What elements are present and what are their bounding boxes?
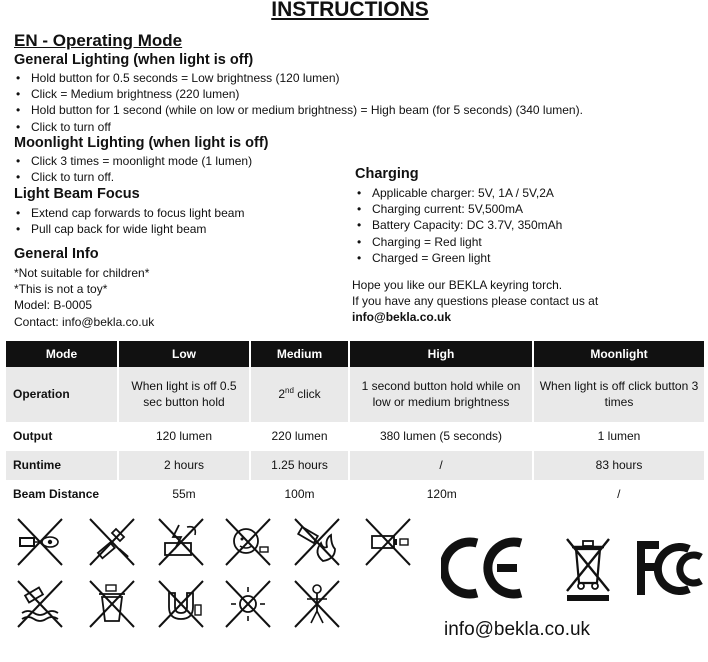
- table-cell: 1 lumen: [533, 422, 704, 451]
- general-lighting-heading: General Lighting (when light is off): [14, 52, 254, 68]
- table-cell-group: [349, 480, 704, 509]
- table-cell: 1 second button hold while on low or medium brightness: [349, 367, 533, 422]
- table-cell: 55m: [118, 480, 250, 509]
- questions-text: If you have any questions please contact us at: [352, 294, 599, 309]
- list-item: • Pull cap back for wide light beam: [14, 221, 244, 237]
- charging-heading: Charging: [355, 166, 419, 182]
- general-info-heading: General Info: [14, 246, 99, 262]
- info-line: Model: B-0005: [14, 298, 93, 313]
- no-magnet-icon: [157, 579, 205, 629]
- list-item: • Extend cap forwards to focus light beam: [14, 205, 244, 221]
- moonlight-lighting-list: [14, 153, 252, 185]
- contact-email-link[interactable]: info@bekla.co.uk: [352, 310, 452, 325]
- no-short-circuit-icon: [157, 517, 205, 567]
- info-line: Contact: info@bekla.co.uk: [14, 314, 155, 329]
- general-lighting-list: [14, 70, 583, 135]
- table-cell: [250, 367, 349, 422]
- table-cell: When light is off 0.5 sec button hold: [118, 367, 250, 422]
- footer-email[interactable]: info@bekla.co.uk: [444, 619, 591, 640]
- beam-focus-heading: Light Beam Focus: [14, 186, 140, 202]
- list-item: • Applicable charger: 5V, 1A / 5V,2A: [355, 185, 562, 201]
- table-cell: 2 hours: [118, 451, 250, 480]
- row-label: Output: [6, 422, 118, 451]
- no-water-icon: [16, 579, 64, 629]
- beam-focus-list: [14, 205, 244, 237]
- table-cell: 100m: [250, 480, 349, 509]
- column-header: Mode: [6, 341, 118, 367]
- list-item: • Battery Capacity: DC 3.7V, 350mAh: [355, 217, 562, 233]
- no-person-icon: [293, 579, 341, 629]
- table-header-row: [6, 341, 704, 367]
- operating-mode-heading: EN - Operating Mode: [14, 31, 183, 50]
- spec-table: [6, 341, 704, 509]
- info-line: *Not suitable for children*: [14, 266, 150, 280]
- no-eye-exposure-icon: [16, 517, 64, 567]
- no-child-contact-icon: [224, 517, 272, 567]
- row-label: Operation: [6, 367, 118, 422]
- table-cell: 220 lumen: [250, 422, 349, 451]
- table-cell: 1.25 hours: [250, 451, 349, 480]
- contact-block: [352, 277, 598, 326]
- table-cell: /: [617, 486, 621, 501]
- table-row: [6, 451, 704, 480]
- list-item: • Hold button for 0.5 seconds = Low brightness (120 lumen): [14, 70, 583, 86]
- list-item: • Click = Medium brightness (220 lumen): [14, 86, 583, 102]
- table-cell: 83 hours: [533, 451, 704, 480]
- list-item: • Click to turn off: [14, 119, 583, 135]
- no-heat-icon: [224, 579, 272, 629]
- no-battery-mix-icon: [364, 517, 412, 567]
- general-info-block: [14, 265, 154, 330]
- weee-bin-icon: [561, 533, 615, 603]
- row-label: Beam Distance: [6, 480, 118, 509]
- row-label: Runtime: [6, 451, 118, 480]
- table-row: [6, 422, 704, 451]
- list-item: • Hold button for 1 second (while on low or medium brightness) = High beam (for 5 seconds) (340 lumen).: [14, 102, 583, 118]
- charging-list: [355, 185, 562, 266]
- list-item: • Click 3 times = moonlight mode (1 lumen): [14, 153, 252, 169]
- table-row: [6, 367, 704, 422]
- table-cell: 120m: [426, 486, 457, 501]
- table-cell: /: [349, 451, 533, 480]
- moonlight-lighting-heading: Moonlight Lighting (when light is off): [14, 135, 269, 151]
- cell-text: click: [293, 386, 321, 401]
- list-item: • Charging current: 5V,500mA: [355, 201, 562, 217]
- fcc-mark-icon: [633, 537, 705, 599]
- list-item: • Click to turn off.: [14, 169, 252, 185]
- cell-text: 2: [278, 386, 286, 401]
- column-header: Moonlight: [533, 341, 704, 367]
- column-header: Low: [118, 341, 250, 367]
- table-cell: 380 lumen (5 seconds): [349, 422, 533, 451]
- column-header: High: [349, 341, 533, 367]
- info-line: *This is not a toy*: [14, 282, 108, 297]
- table-cell: 120 lumen: [118, 422, 250, 451]
- no-trash-icon: [88, 579, 136, 629]
- list-item: • Charging = Red light: [355, 234, 562, 250]
- list-item: • Charged = Green light: [355, 250, 562, 266]
- page-title: INSTRUCTIONS: [271, 0, 429, 21]
- table-cell: When light is off click button 3 times: [533, 367, 704, 422]
- table-row: [6, 480, 704, 509]
- no-disassembly-icon: [88, 517, 136, 567]
- column-header: Medium: [250, 341, 349, 367]
- hope-text: Hope you like our BEKLA keyring torch.: [352, 278, 563, 292]
- ordinal-suffix: nd: [285, 385, 294, 395]
- ce-mark-icon: [441, 537, 525, 599]
- no-fire-icon: [293, 517, 341, 567]
